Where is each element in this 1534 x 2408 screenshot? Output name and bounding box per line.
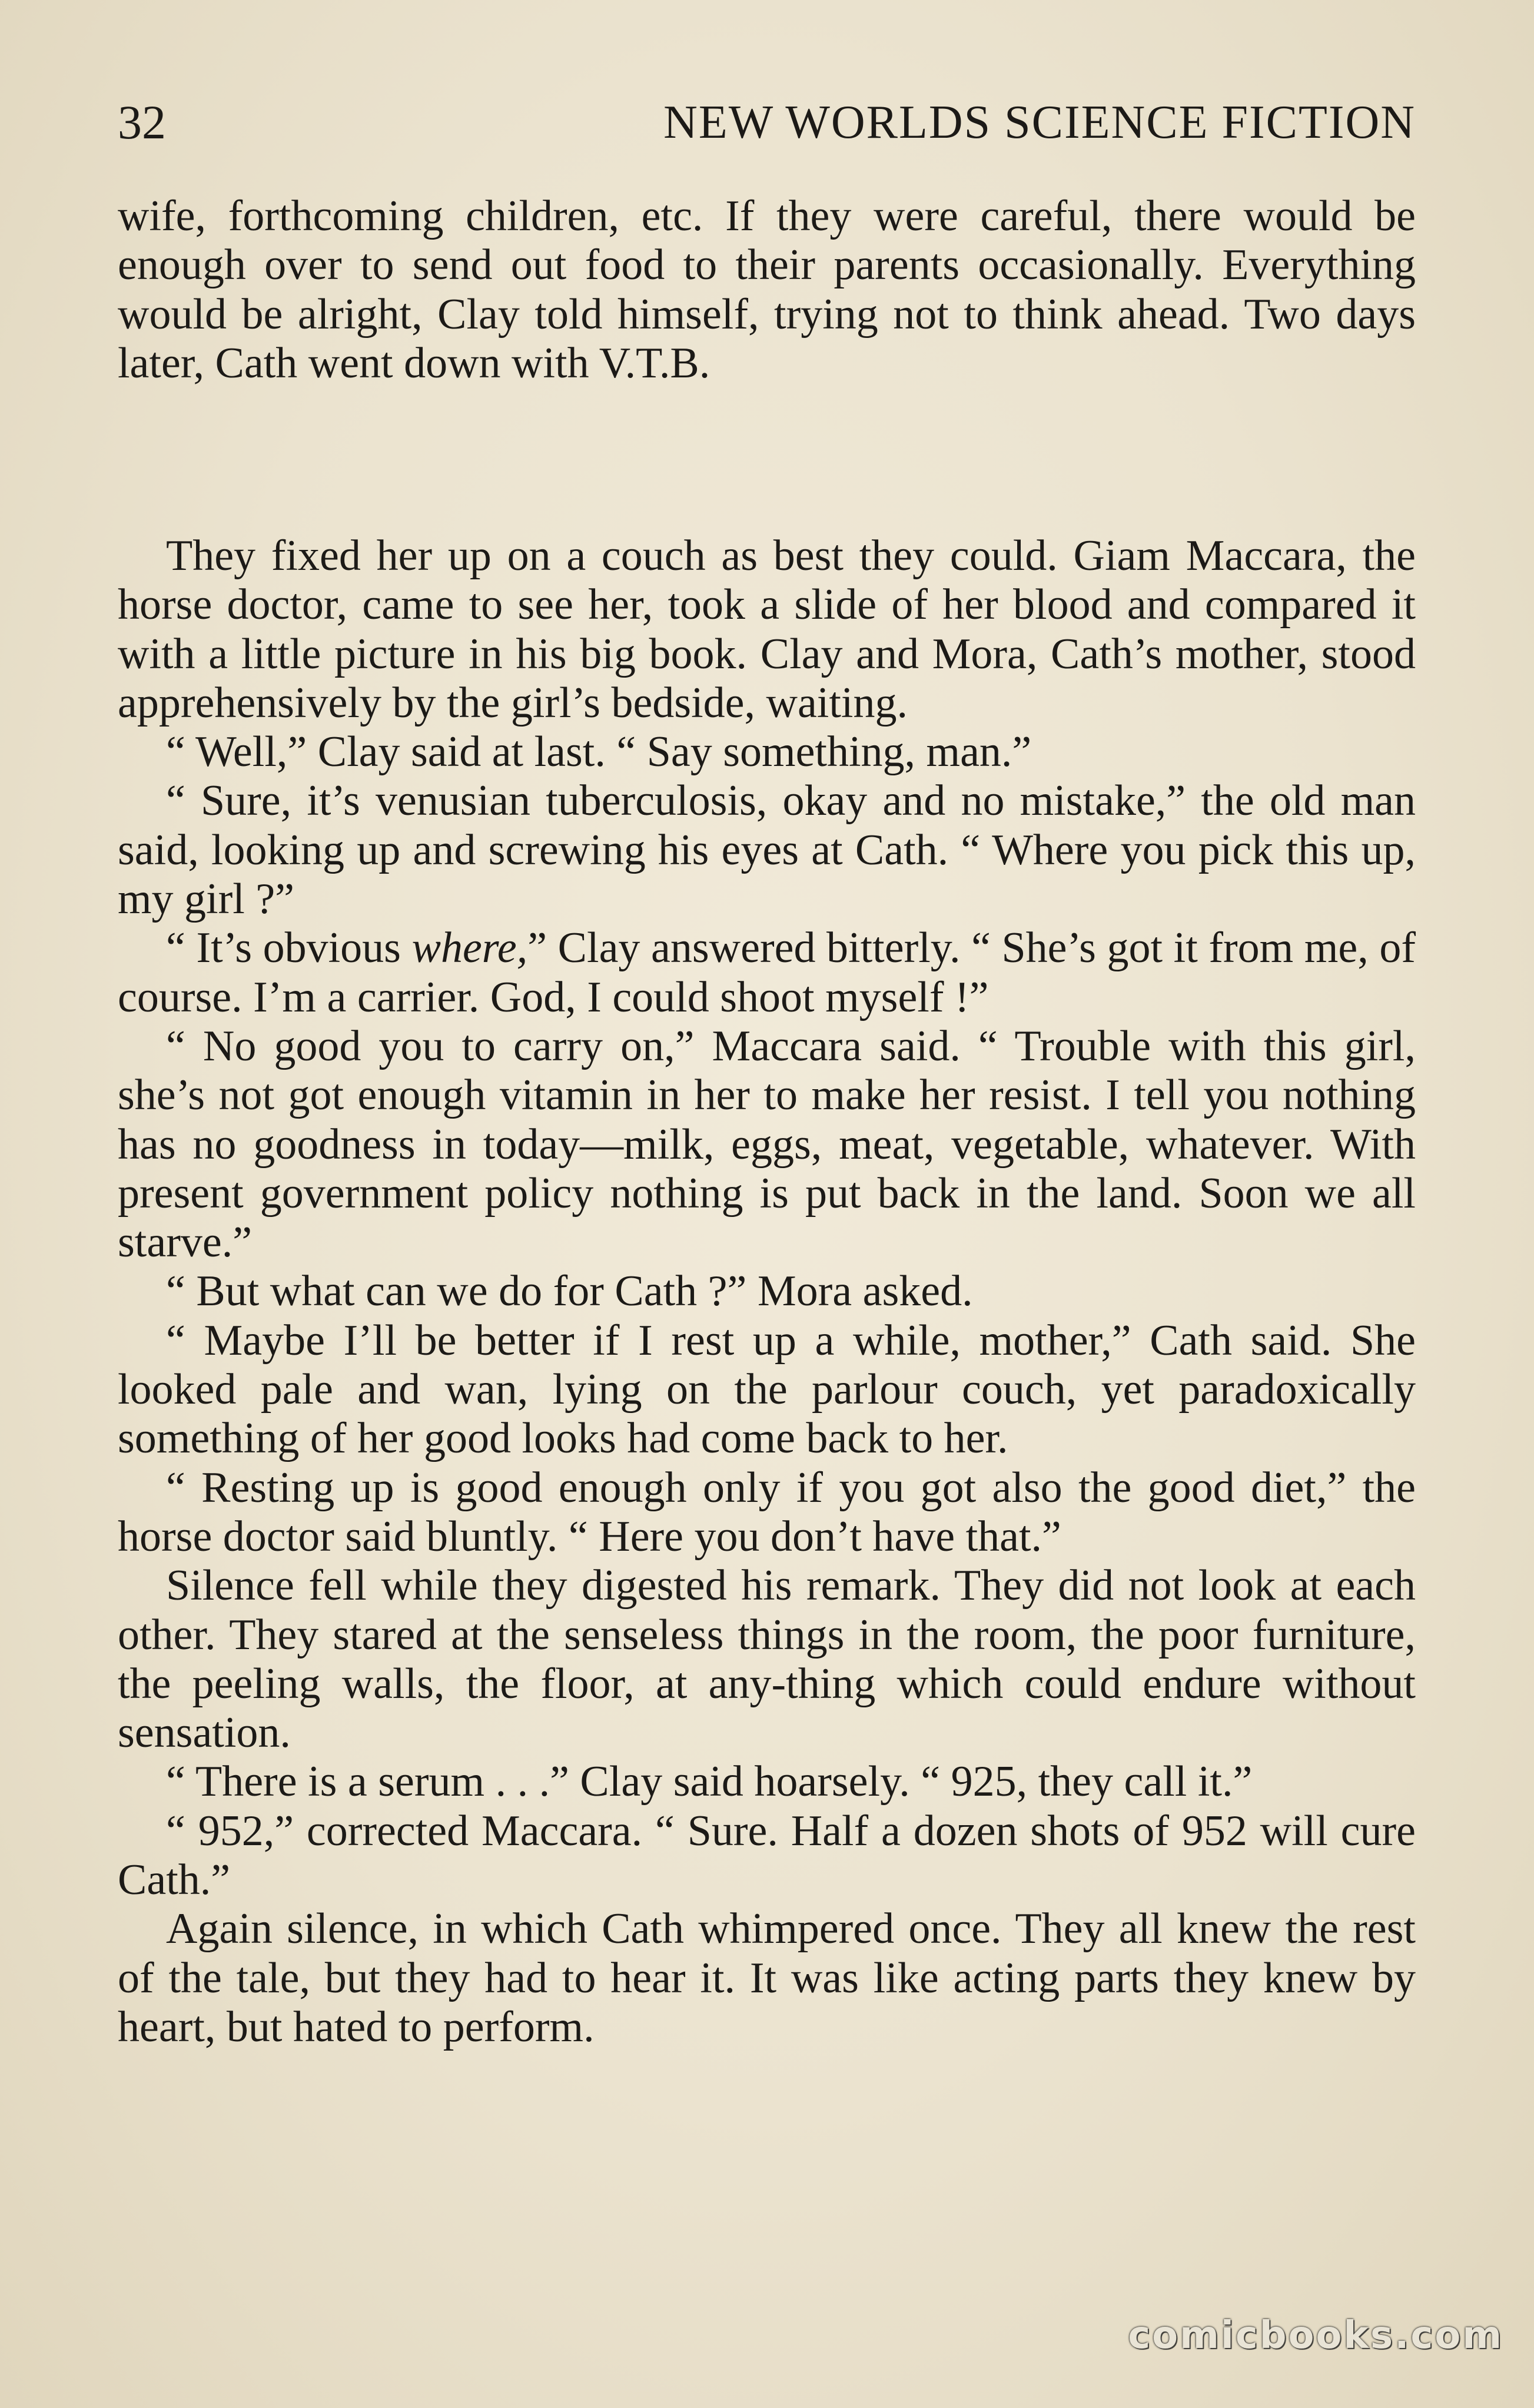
text-run: ” Clay answered bitterly. “ She’s got it from me, of course. I’m a carrier. God, I could shoot myself !”	[118, 924, 1416, 1021]
paragraph: They fixed her up on a couch as best they could. Giam Maccara, the horse doctor, came to see her, took a slide of her blood and compared it with a little picture in his big book. Clay and Mora, Cath’s mother, stood apprehensively by the girl’s bedside, waiting.	[118, 532, 1416, 727]
paragraph: “ No good you to carry on,” Maccara said. “ Trouble with this girl, she’s not got enough vitamin in her to make her resist. I tell you nothing has no goodness in today—milk, eggs, meat, vegetable, whatever. With present government policy nothing is put back in the land. Soon we all starve.”	[118, 1021, 1416, 1267]
paragraph: “ Well,” Clay said at last. “ Say something, man.”	[166, 728, 1032, 777]
paragraph: “ But what can we do for Cath ?” Mora asked.	[166, 1267, 973, 1316]
paragraph: “ Sure, it’s venusian tuberculosis, okay and no mistake,” the old man said, looking up and screwing his eyes at Cath. “ Where you pick this up, my girl ?”	[118, 777, 1416, 924]
paragraph: Again silence, in which Cath whimpered once. They all knew the rest of the tale, but they had to hear it. It was like acting parts they knew by heart, but hated to perform.	[118, 1905, 1416, 2051]
paragraph: “ 952,” corrected Maccara. “ Sure. Half a dozen shots of 952 will cure Cath.”	[118, 1806, 1416, 1905]
running-title: NEW WORLDS SCIENCE FICTION	[663, 97, 1416, 148]
page-header	[118, 87, 1416, 158]
page-number: 32	[118, 95, 166, 149]
paragraph: “ Maybe I’ll be better if I rest up a while, mother,” Cath said. She looked pale and wan, lying on the parlour couch, yet paradoxically something of her good looks had come back to her.	[118, 1316, 1416, 1463]
emphasized-word: where,	[411, 924, 528, 973]
text-run: “ It’s obvious	[166, 924, 412, 973]
story-section	[118, 532, 1416, 2052]
paragraph: wife, forthcoming children, etc. If they were careful, there would be enough over to send out food to their parents occasionally. Everything would be alright, Clay told himself, trying not to think ahead. Two days later, Cath went down with V.T.B.	[118, 192, 1416, 387]
watermark: comicbooks.com	[1128, 2314, 1503, 2357]
paragraph	[118, 924, 1416, 1022]
paragraph: “ Resting up is good enough only if you got also the good diet,” the horse doctor said bluntly. “ Here you don’t have that.”	[118, 1463, 1416, 1561]
paragraph: Silence fell while they digested his remark. They did not look at each other. They stared at the senseless things in the room, the poor furniture, the peeling walls, the floor, at any-thing which could endure without sensation.	[118, 1561, 1416, 1757]
paragraph: “ There is a serum . . .” Clay said hoarsely. “ 925, they call it.”	[166, 1757, 1253, 1806]
opening-paragraph	[118, 192, 1416, 388]
